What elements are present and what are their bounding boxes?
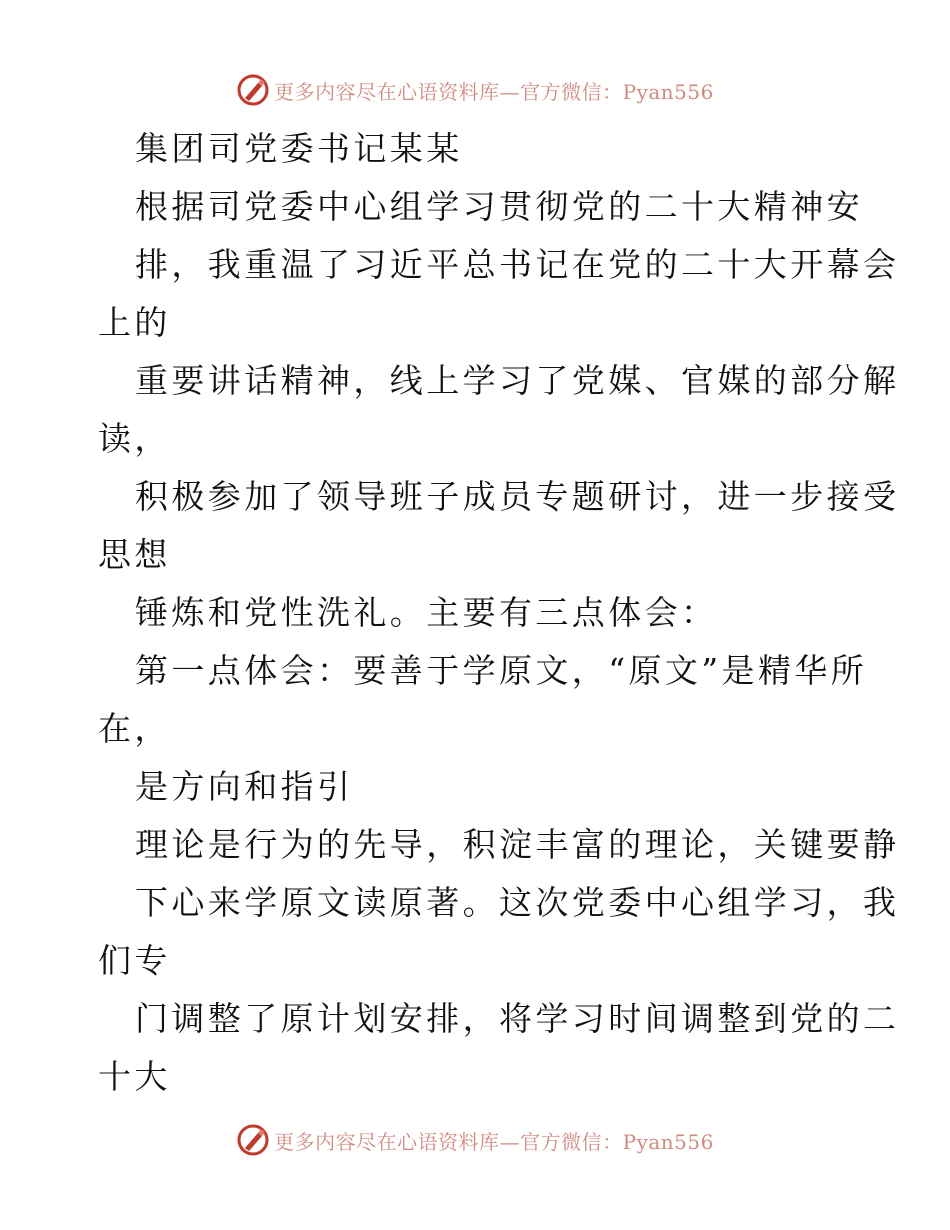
body-line: 思想 <box>98 535 171 574</box>
body-line: 根据司党委中心组学习贯彻党的二十大精神安 <box>135 187 863 226</box>
pen-seal-logo-icon <box>236 1123 270 1157</box>
body-line: 是方向和指引 <box>135 767 354 806</box>
body-line: 集团司党委书记某某 <box>135 129 463 168</box>
footer-banner <box>0 1120 950 1160</box>
footer-banner-text: 更多内容尽在心语资料库—官方微信：Pyan556 <box>274 1129 714 1154</box>
body-line: 上的 <box>98 303 171 342</box>
body-line: 下心来学原文读原著。这次党委中心组学习，我 <box>135 883 900 922</box>
body-line: 锤炼和党性洗礼。主要有三点体会： <box>135 593 718 632</box>
body-line: 门调整了原计划安排，将学习时间调整到党的二 <box>135 999 900 1038</box>
body-line: 十大 <box>98 1057 171 1096</box>
body-line: 重要讲话精神，线上学习了党媒、官媒的部分解 <box>135 361 900 400</box>
body-line: 积极参加了领导班子成员专题研讨，进一步接受 <box>135 477 900 516</box>
body-line: 理论是行为的先导，积淀丰富的理论，关键要静 <box>135 825 900 864</box>
body-line: 在， <box>98 709 171 748</box>
body-line: 第一点体会：要善于学原文，“原文”是精华所 <box>135 651 868 690</box>
body-line: 读， <box>98 419 171 458</box>
header-banner <box>0 70 950 110</box>
pen-seal-logo-icon <box>236 73 270 107</box>
body-line: 排，我重温了习近平总书记在党的二十大开幕会 <box>135 245 900 284</box>
body-line: 们专 <box>98 941 171 980</box>
header-banner-text: 更多内容尽在心语资料库—官方微信：Pyan556 <box>274 79 714 104</box>
